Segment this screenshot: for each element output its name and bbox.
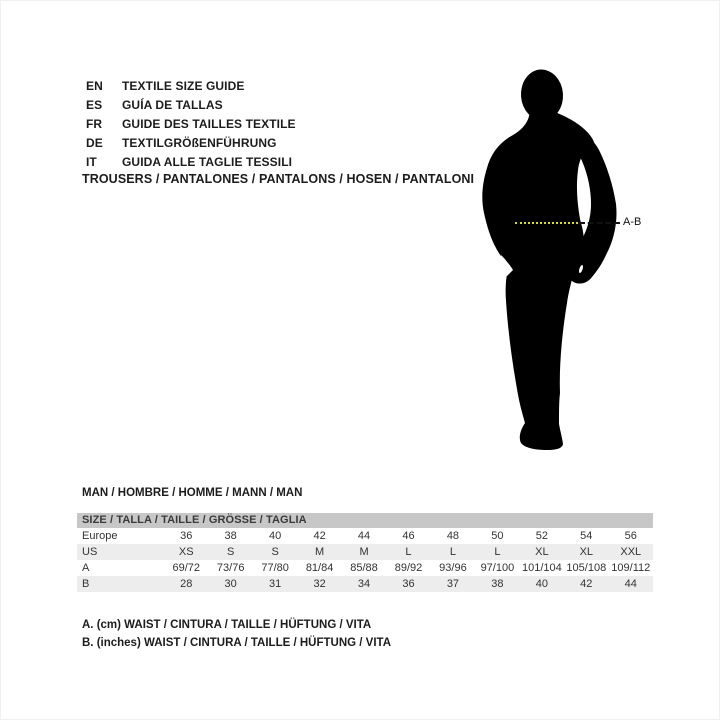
size-cell: 40 [269, 530, 282, 542]
language-list [86, 77, 296, 172]
size-cell: 37 [446, 578, 460, 590]
size-row-label: B [82, 578, 90, 590]
size-cell: 69/72 [172, 562, 200, 574]
language-label: GUÍA DE TALLAS [122, 98, 223, 112]
size-cell: S [227, 546, 235, 558]
size-cell: 46 [402, 530, 415, 542]
size-table-row-a [77, 560, 653, 576]
language-code: IT [86, 155, 97, 169]
note-b: B. (inches) WAIST / CINTURA / TAILLE / HÜFTUNG / VITA [82, 636, 392, 649]
size-cell: 48 [446, 530, 460, 542]
size-cell: L [449, 546, 456, 558]
language-code: ES [86, 98, 103, 112]
size-cell: L [405, 546, 412, 558]
language-label: TEXTILGRÖßENFÜHRUNG [122, 136, 277, 150]
size-cell: 32 [313, 578, 326, 590]
silhouette-shapes [482, 68, 616, 450]
size-row-label: A [82, 562, 90, 574]
size-cell: 34 [357, 578, 371, 590]
size-cell: 28 [180, 578, 193, 590]
size-row-label: US [82, 546, 98, 558]
size-cell: 81/84 [305, 562, 334, 574]
section-title-man: MAN / HOMBRE / HOMME / MANN / MAN [82, 487, 303, 499]
language-row-it [86, 153, 296, 172]
size-cell: XS [178, 546, 194, 558]
note-a: A. (cm) WAIST / CINTURA / TAILLE / HÜFTUNG / VITA [82, 619, 372, 631]
size-row-label: Europe [82, 530, 118, 542]
language-label: GUIDA ALLE TAGLIE TESSILI [122, 155, 293, 169]
size-cell: 38 [491, 578, 504, 590]
size-cell: 50 [491, 530, 504, 542]
size-cell: M [359, 546, 369, 558]
language-code: DE [86, 136, 103, 150]
waist-line-dotted-yellow [515, 222, 578, 224]
size-cell: S [271, 546, 279, 558]
size-cell: XXL [620, 546, 642, 558]
language-row-en [86, 77, 296, 96]
size-cell: 40 [535, 578, 548, 590]
language-row-fr [86, 115, 296, 134]
size-cell: 30 [224, 578, 237, 590]
language-code: FR [86, 117, 103, 131]
size-cell: 97/100 [480, 562, 515, 574]
size-cell: M [315, 546, 325, 558]
size-cell: L [494, 546, 501, 558]
size-cell: 56 [624, 530, 637, 542]
size-cell: 36 [180, 530, 193, 542]
size-cell: 101/104 [521, 562, 562, 574]
measurement-notes [82, 617, 391, 652]
size-table-rows [77, 528, 653, 592]
size-cell: 36 [402, 578, 415, 590]
size-cell: XL [535, 546, 549, 558]
man-silhouette-figure [456, 56, 641, 461]
size-table-header: SIZE / TALLA / TAILLE / GRÖSSE / TAGLIA [77, 513, 653, 528]
size-table-row-b [77, 576, 653, 592]
size-cell: 31 [269, 578, 282, 590]
language-row-es [86, 96, 296, 115]
size-cell: 42 [580, 578, 593, 590]
size-cell: 38 [224, 530, 237, 542]
size-table-row-europe [77, 528, 653, 544]
size-cell: 73/76 [216, 562, 245, 574]
size-cell: 85/88 [350, 562, 378, 574]
language-code: EN [86, 79, 103, 93]
size-cell: XL [579, 546, 594, 558]
size-cell: 105/108 [566, 562, 607, 574]
size-cell: 52 [535, 530, 548, 542]
size-cell: 109/112 [611, 562, 651, 574]
size-cell: 44 [357, 530, 371, 542]
size-cell: 42 [313, 530, 326, 542]
language-row-de [86, 134, 296, 153]
size-cell: 89/92 [394, 562, 423, 574]
size-cell: 44 [624, 578, 637, 590]
size-cell: 54 [580, 530, 593, 542]
size-cell: 77/80 [261, 562, 289, 574]
waist-measurement-label: A-B [623, 216, 642, 228]
language-label: TEXTILE SIZE GUIDE [122, 79, 245, 93]
size-cell: 93/96 [439, 562, 467, 574]
language-label: GUIDE DES TAILLES TEXTILE [122, 117, 296, 131]
category-title: TROUSERS / PANTALONES / PANTALONS / HOSEN / PANTALONI [82, 172, 475, 186]
size-table-row-us [77, 544, 653, 560]
size-table [77, 513, 653, 592]
waist-line-dashed-black [579, 222, 620, 224]
